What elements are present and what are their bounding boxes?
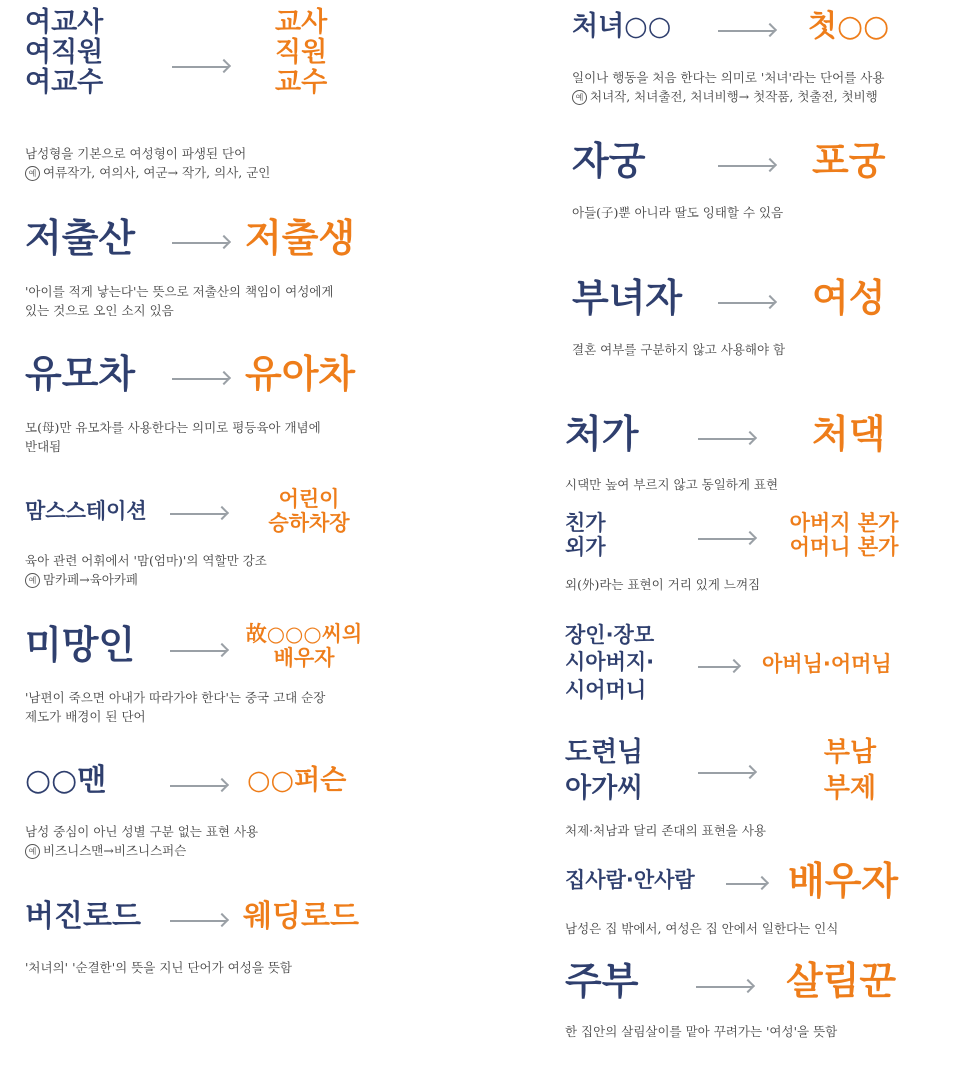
example-line: 예 맘카페→육아카페 [25, 570, 267, 589]
example-mark-icon: 예 [25, 844, 40, 859]
term-description: 모(母)만 유모차를 사용한다는 의미로 평등육아 개념에 반대됨 [25, 420, 321, 455]
replacement-term: 유아차 [245, 352, 356, 396]
original-term: 버진로드 [25, 899, 141, 934]
term-description: '아이를 적게 낳는다'는 뜻으로 저출산의 책임이 여성에게 있는 것으로 오인 소지 있음 [25, 284, 334, 319]
arrow-icon [726, 883, 766, 885]
arrow-icon [698, 772, 754, 774]
original-term: 부녀자 [572, 276, 683, 320]
arrow-icon [172, 66, 228, 68]
arrow-icon [698, 666, 738, 668]
replacement-term: 아버님·어머님 [762, 652, 892, 676]
replacement-term: 아버지 본가 어머니 본가 [789, 511, 899, 559]
arrow-icon [170, 785, 226, 787]
arrow-icon [172, 242, 228, 244]
original-term: 저출산 [25, 216, 136, 260]
example-line: 예 처녀작, 처녀출전, 처녀비행→ 첫작품, 첫출전, 첫비행 [572, 87, 884, 106]
replacement-term: 여성 [812, 276, 886, 320]
original-term: ○○맨 [25, 763, 107, 798]
term-description: 아들(子)뿐 아니라 딸도 잉태할 수 있음 [572, 205, 784, 220]
example-mark-icon: 예 [25, 166, 40, 181]
original-term: 처녀○○ [572, 11, 672, 42]
replacement-term: 웨딩로드 [243, 899, 359, 934]
term-description: 육아 관련 어휘에서 '맘(엄마)'의 역할만 강조 예 맘카페→육아카페 [25, 551, 267, 590]
original-term: 자궁 [572, 139, 646, 183]
original-term: 여교사 여직원 여교수 [25, 7, 104, 99]
arrow-icon [696, 986, 752, 988]
arrow-icon [718, 302, 774, 304]
term-description: 외(外)라는 표현이 거리 있게 느껴짐 [565, 577, 761, 592]
arrow-icon [718, 165, 774, 167]
term-description: 남성 중심이 아닌 성별 구분 없는 표현 사용 예 비즈니스맨→비즈니스퍼슨 [25, 822, 258, 861]
arrow-icon [170, 920, 226, 922]
term-description: 시댁만 높여 부르지 않고 동일하게 표현 [565, 477, 779, 492]
replacement-term: 처댁 [812, 412, 886, 456]
original-term: 처가 [565, 412, 639, 456]
term-description: 결혼 여부를 구분하지 않고 사용해야 함 [572, 342, 786, 357]
original-term: 주부 [565, 959, 639, 1003]
arrow-icon [718, 30, 774, 32]
original-term: 미망인 [25, 623, 136, 667]
replacement-term: 살림꾼 [786, 959, 897, 1003]
term-description: 한 집안의 살림살이를 맡아 꾸려가는 '여성'을 뜻함 [565, 1024, 838, 1039]
term-description: 일이나 행동을 처음 한다는 의미로 '처녀'라는 단어를 사용 예 처녀작, 처녀출전, 처녀비행→ 첫작품, 첫출전, 첫비행 [572, 68, 884, 107]
original-term: 유모차 [25, 352, 136, 396]
replacement-term: 어린이 승하차장 [268, 487, 350, 535]
example-mark-icon: 예 [25, 573, 40, 588]
replacement-term: 첫○○ [808, 9, 890, 44]
replacement-term: 교사 직원 교수 [275, 7, 328, 99]
replacement-term: ○○퍼슨 [247, 765, 347, 796]
arrow-icon [172, 378, 228, 380]
replacement-term: 저출생 [245, 216, 356, 260]
arrow-icon [170, 650, 226, 652]
replacement-term: 포궁 [812, 139, 886, 183]
original-term: 친가 외가 [565, 511, 606, 559]
arrow-icon [170, 513, 226, 515]
original-term: 도련님 아가씨 [565, 737, 644, 805]
term-description: '처녀의' '순결한'의 뜻을 지닌 단어가 여성을 뜻함 [25, 960, 293, 975]
example-line: 예 비즈니스맨→비즈니스퍼슨 [25, 841, 258, 860]
arrow-icon [698, 538, 754, 540]
replacement-term: 故○○○씨의 배우자 [245, 622, 363, 670]
term-description: 남성은 집 밖에서, 여성은 집 안에서 일한다는 인식 [565, 921, 839, 936]
original-term: 집사람·안사람 [565, 868, 695, 892]
example-mark-icon: 예 [572, 90, 587, 105]
arrow-icon [698, 438, 754, 440]
term-description: '남편이 죽으면 아내가 따라가야 한다'는 중국 고대 순장 제도가 배경이 된 단어 [25, 690, 326, 725]
replacement-term: 배우자 [788, 859, 899, 903]
original-term: 장인·장모 시아버지· 시어머니 [565, 623, 655, 702]
term-description: 남성형을 기본으로 여성형이 파생된 단어 예 여류작가, 여의사, 여군→ 작가, 의사, 군인 [25, 144, 270, 183]
term-description: 처제·처남과 달리 존대의 표현을 사용 [565, 823, 766, 838]
replacement-term: 부남 부제 [823, 737, 877, 805]
original-term: 맘스스테이션 [25, 499, 147, 523]
example-line: 예 여류작가, 여의사, 여군→ 작가, 의사, 군인 [25, 163, 270, 182]
